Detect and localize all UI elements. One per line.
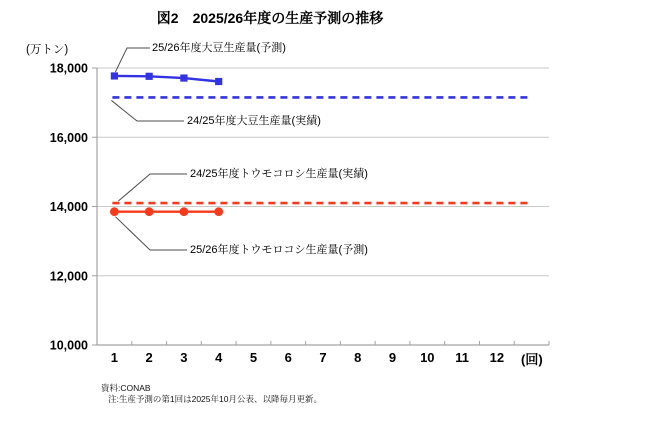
x-tick-label: 1 — [110, 350, 119, 365]
x-tick-label: 12 — [489, 350, 505, 365]
x-tick-label: 3 — [180, 350, 188, 365]
y-tick-label: 18,000 — [49, 61, 88, 76]
leader-line-3 — [115, 217, 187, 250]
x-axis-unit-label: (回) — [521, 352, 543, 367]
x-tick-label: 7 — [319, 350, 327, 365]
y-tick-label: 14,000 — [49, 200, 88, 214]
update-note: 注:生産予測の第1回は2025年10月公表、以降毎月更新。 — [108, 394, 322, 404]
source-note: 資料:CONAB — [101, 383, 151, 393]
y-tick-label: 10,000 — [49, 338, 88, 353]
x-tick-label: 2 — [145, 350, 153, 365]
series-marker-3 — [214, 207, 223, 216]
x-tick-label: 4 — [215, 350, 223, 365]
series-marker-3 — [180, 207, 189, 216]
series-marker-0 — [111, 72, 118, 79]
leader-line-1 — [111, 100, 184, 121]
x-tick-label: 9 — [388, 350, 397, 365]
y-axis-unit-label: (万トン) — [26, 44, 69, 56]
chart-title: 図2 2025/26年度の生産予測の推移 — [156, 10, 384, 26]
series-marker-0 — [215, 78, 222, 85]
x-tick-label: 8 — [354, 350, 362, 365]
leader-line-2 — [118, 174, 187, 201]
series-line-0 — [114, 76, 218, 82]
y-tick-label: 12,000 — [49, 269, 88, 284]
annotation-label-soy-actual: 24/25年度大豆生産量(実績) — [187, 115, 321, 127]
annotation-label-soy-forecast: 25/26年度大豆生産量(予測) — [152, 42, 286, 54]
series-marker-0 — [146, 73, 153, 80]
series-marker-3 — [145, 207, 154, 216]
annotation-label-corn-forecast: 25/26年度トウモロコシ生産量(予測) — [190, 244, 368, 256]
annotation-label-corn-actual: 24/25年度トウモコロシ生産量(実績) — [190, 168, 368, 180]
series-marker-0 — [180, 74, 187, 81]
x-tick-label: 10 — [420, 350, 435, 365]
footnotes — [101, 383, 322, 405]
x-tick-label: 11 — [455, 350, 469, 365]
x-tick-label: 6 — [284, 350, 292, 365]
y-tick-label: 16,000 — [49, 130, 88, 145]
x-tick-label: 5 — [249, 350, 258, 365]
series-marker-3 — [110, 207, 119, 216]
